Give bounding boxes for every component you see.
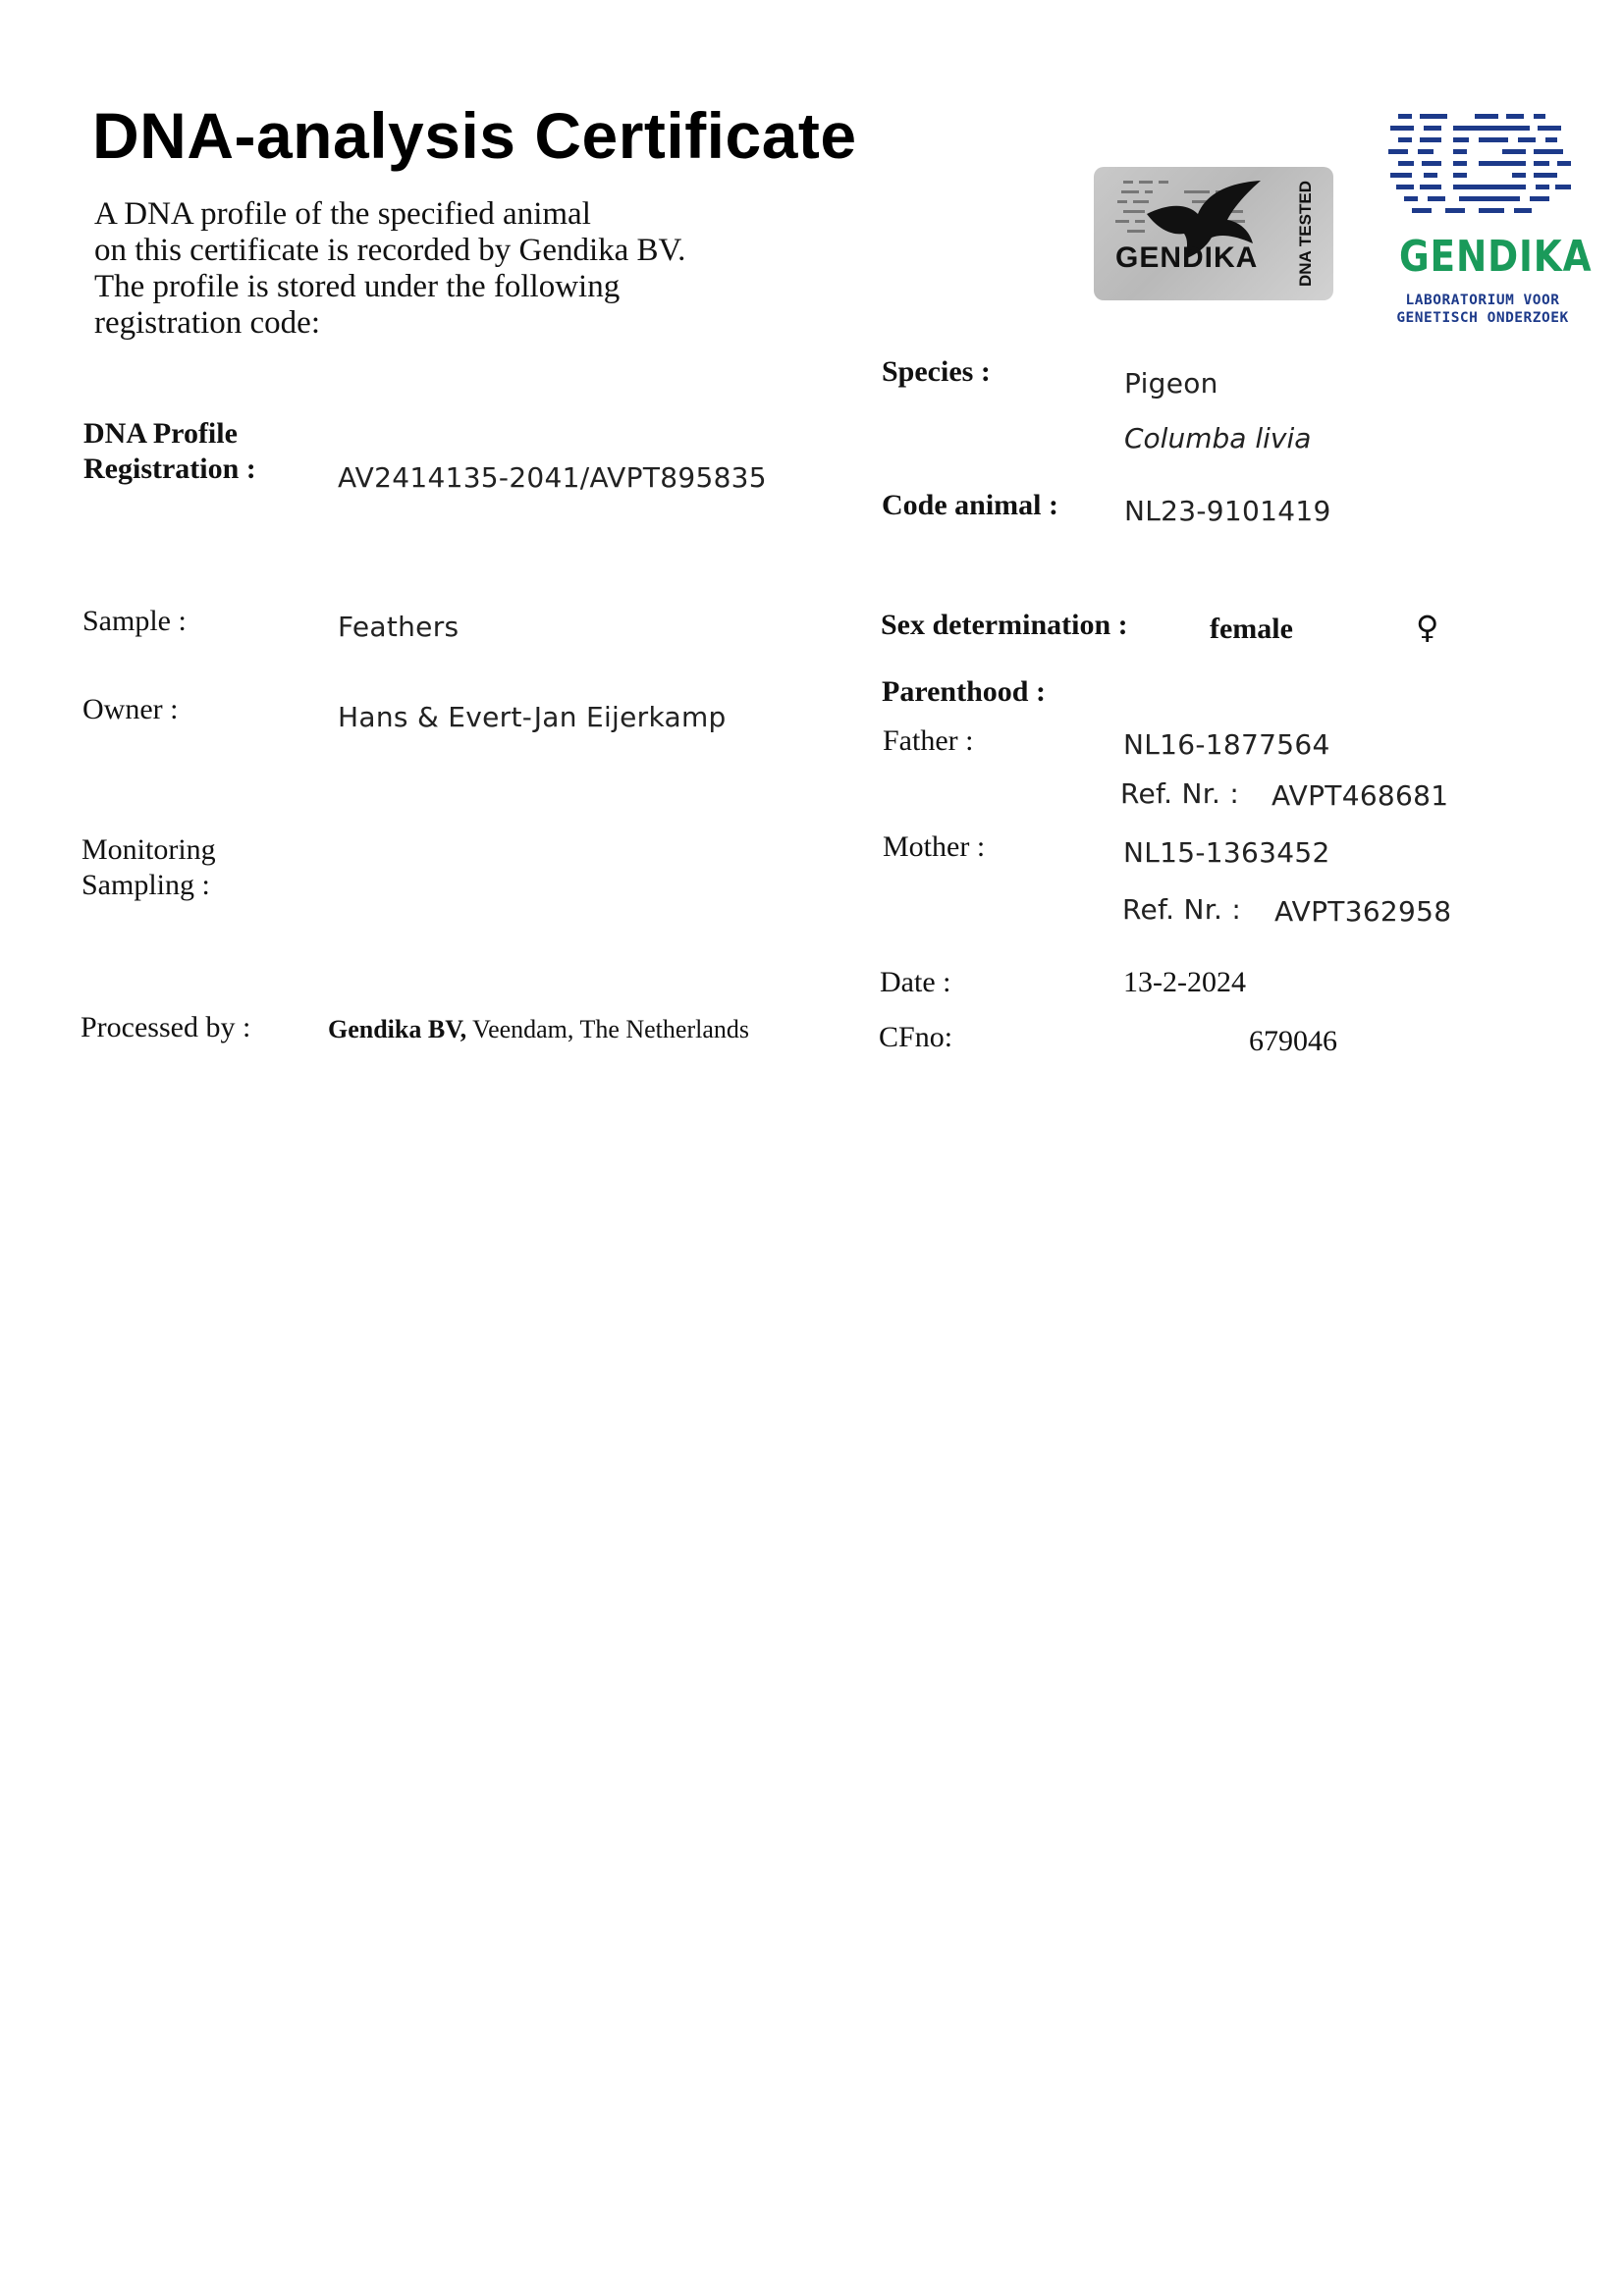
logo-subtitle-line2: GENETISCH ONDERZOEK (1396, 310, 1569, 326)
intro-line: registration code: (94, 305, 321, 341)
mother-ref-label: Ref. Nr. : (1122, 893, 1242, 926)
parenthood-label: Parenthood : (882, 675, 1046, 708)
seal-dna-tested-text: DNA TESTED (1296, 181, 1315, 287)
mother-label: Mother : (883, 830, 986, 863)
seal-brand-text: GENDIKA (1115, 241, 1259, 274)
sample-label: Sample : (82, 605, 187, 637)
seal-vertical (1292, 175, 1320, 293)
gendika-logo (1384, 110, 1593, 336)
processed-label: Processed by : (81, 1011, 251, 1043)
father-ref-value: AVPT468681 (1271, 779, 1449, 812)
sex-determination-label: Sex determination : (881, 609, 1128, 641)
cfno-label: CFno: (879, 1021, 953, 1053)
dna-tested-seal (1094, 167, 1333, 300)
processed-value (328, 1015, 749, 1044)
processed-location: Veendam, The Netherlands (466, 1015, 749, 1043)
gendika-g-mark-icon (1384, 110, 1581, 220)
species-label: Species : (882, 355, 991, 388)
date-label: Date : (880, 966, 951, 998)
certificate-title: DNA-analysis Certificate (92, 99, 857, 172)
mother-ref-value: AVPT362958 (1274, 895, 1452, 928)
monitoring-label-line: Monitoring (81, 833, 216, 866)
monitoring-label-line: Sampling : (81, 869, 210, 901)
intro-line: A DNA profile of the specified animal (94, 196, 591, 232)
registration-label-line: Registration : (83, 453, 256, 485)
species-latin-value: Columba livia (1124, 422, 1312, 454)
cfno-value: 679046 (1249, 1025, 1337, 1057)
processed-company: Gendika BV, (328, 1015, 467, 1043)
father-ref-label: Ref. Nr. : (1120, 777, 1240, 810)
intro-line: on this certificate is recorded by Gendika BV. (94, 233, 686, 268)
species-common-value: Pigeon (1124, 367, 1218, 400)
registration-value: AV2414135-2041/AVPT895835 (338, 461, 767, 494)
father-value: NL16-1877564 (1123, 728, 1330, 761)
registration-label (83, 416, 256, 487)
code-animal-value: NL23-9101419 (1124, 495, 1331, 527)
mother-value: NL15-1363452 (1123, 836, 1330, 869)
logo-subtitle-line1: LABORATORIUM VOOR (1405, 293, 1560, 308)
monitoring-label (81, 832, 216, 903)
registration-label-line: DNA Profile (83, 417, 238, 450)
gendika-logo-text: GENDIKA (1399, 232, 1593, 282)
intro-paragraph (94, 196, 782, 342)
date-value: 13-2-2024 (1123, 966, 1246, 998)
father-label: Father : (883, 724, 974, 757)
female-symbol-icon: ♀ (1416, 609, 1439, 646)
owner-value: Hans & Evert-Jan Eijerkamp (338, 701, 727, 733)
intro-line: The profile is stored under the following (94, 269, 621, 304)
code-animal-label: Code animal : (882, 489, 1058, 521)
sample-value: Feathers (338, 611, 460, 643)
sex-value: female (1210, 613, 1293, 645)
owner-label: Owner : (82, 693, 179, 725)
